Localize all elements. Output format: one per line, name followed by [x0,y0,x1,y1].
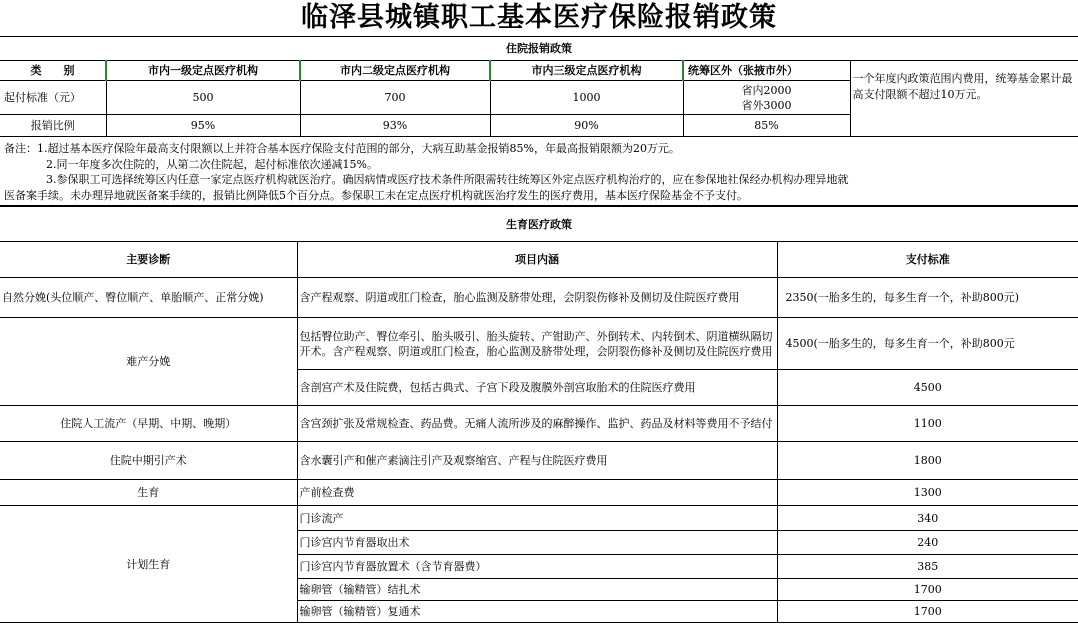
items-prenatal: 产前检查费 [297,480,777,506]
col-payment: 支付标准 [777,242,1078,278]
col-diagnosis: 主要诊断 [0,242,297,278]
diagnosis-family-planning: 计划生育 [0,506,297,623]
diagnosis-abortion: 住院人工流产（早期、中期、晚期） [0,406,297,442]
row-threshold-label: 起付标准（元） [0,81,106,115]
threshold-level3: 1000 [490,81,683,115]
items-abortion: 含宫颈扩张及常规检查、药品费。无痛人流所涉及的麻醉操作、监护、药品及材料等费用不予结付 [297,406,777,442]
payment-difficult-birth: 4500(一胎多生的，每多生育一个，补助800元 [777,318,1078,370]
items-iud-removal: 门诊宫内节育器取出术 [297,531,777,555]
items-difficult-birth: 包括臀位助产、臀位牵引、胎头吸引、胎头旋转、产钳助产、外倒转术、内转倒术、阴道横纵隔切开术。含产程观察、阴道或肛门检查，胎心监测及脐带处理，会阴裂伤修补及侧切及住院医疗费用 [297,318,777,370]
notes-block [0,140,1078,206]
inpatient-section-title: 住院报销政策 [0,37,1078,61]
ratio-level2: 93% [300,115,490,137]
threshold-outside-out-province: 省外3000 [741,98,792,112]
payment-abortion: 1100 [777,406,1078,442]
col-items: 项目内涵 [297,242,777,278]
note-line-2: 2.同一年度多次住院的，从第二次住院起，起付标准依次递减15%。 [46,157,378,171]
threshold-outside-in-province: 省内2000 [741,83,792,97]
items-ligation: 输卵管（输精管）结扎术 [297,579,777,601]
payment-induced-labor: 1800 [777,442,1078,480]
diagnosis-induced-labor: 住院中期引产术 [0,442,297,480]
note-line-1: 备注：1.超过基本医疗保险年最高支付限额以上并符合基本医疗保险支付范围的部分，大病互助基金报销85%，年最高报销限额为20万元。 [4,142,680,155]
diagnosis-birth: 生育 [0,480,297,506]
maternity-section-title: 生育医疗政策 [0,207,1078,242]
ratio-level1: 95% [106,115,300,137]
items-iud-insertion: 门诊宫内节育器放置术（含节育器费） [297,555,777,579]
items-induced-labor: 含水囊引产和催产素滴注引产及观察缩宫、产程与住院医疗费用 [297,442,777,480]
col-outside: 统筹区外（张掖市外） [683,61,850,81]
threshold-level1: 500 [106,81,300,115]
payment-prenatal: 1300 [777,480,1078,506]
payment-natural-birth: 2350(一胎多生的，每多生育一个，补助800元) [777,278,1078,318]
row-ratio-label: 报销比例 [0,115,106,137]
inpatient-table [0,36,1078,137]
items-cesarean: 含剖宫产术及住院费，包括古典式、子宫下段及腹膜外剖宫取胎术的住院医疗费用 [297,370,777,406]
col-level1: 市内一级定点医疗机构 [106,61,300,81]
maternity-table [0,206,1078,623]
items-recanalization: 输卵管（输精管）复通术 [297,601,777,623]
col-level2: 市内二级定点医疗机构 [300,61,490,81]
ratio-level3: 90% [490,115,683,137]
col-category: 类 别 [0,61,106,81]
items-clinic-abortion: 门诊流产 [297,506,777,531]
side-note: 一个年度内政策范围内费用，统筹基金累计最高支付限额不超过10万元。 [850,61,1078,137]
col-level3: 市内三级定点医疗机构 [490,61,683,81]
threshold-outside [683,81,850,115]
note-line-4: 医备案手续。未办理异地就医备案手续的，报销比例降低5个百分点。参保职工未在定点医疗机构就医治疗发生的医疗费用，基本医疗保险基金不予支付。 [4,188,748,202]
diagnosis-difficult-birth: 难产分娩 [0,318,297,406]
ratio-outside: 85% [683,115,850,137]
payment-recanalization: 1700 [777,601,1078,623]
payment-iud-insertion: 385 [777,555,1078,579]
items-natural-birth: 含产程观察、阴道或肛门检查，胎心监测及脐带处理，会阴裂伤修补及侧切及住院医疗费用 [297,278,777,318]
threshold-level2: 700 [300,81,490,115]
payment-clinic-abortion: 340 [777,506,1078,531]
payment-iud-removal: 240 [777,531,1078,555]
page-title: 临泽县城镇职工基本医疗保险报销政策 [301,2,777,33]
note-line-3: 3.参保职工可选择统筹区内任意一家定点医疗机构就医治疗。确因病情或医疗技术条件所限需转往统筹区外定点医疗机构治疗的，应在参保地社保经办机构办理异地就 [46,173,849,186]
payment-cesarean: 4500 [777,370,1078,406]
diagnosis-natural-birth: 自然分娩(头位顺产、臀位顺产、单胎顺产、正常分娩) [0,278,297,318]
payment-ligation: 1700 [777,579,1078,601]
